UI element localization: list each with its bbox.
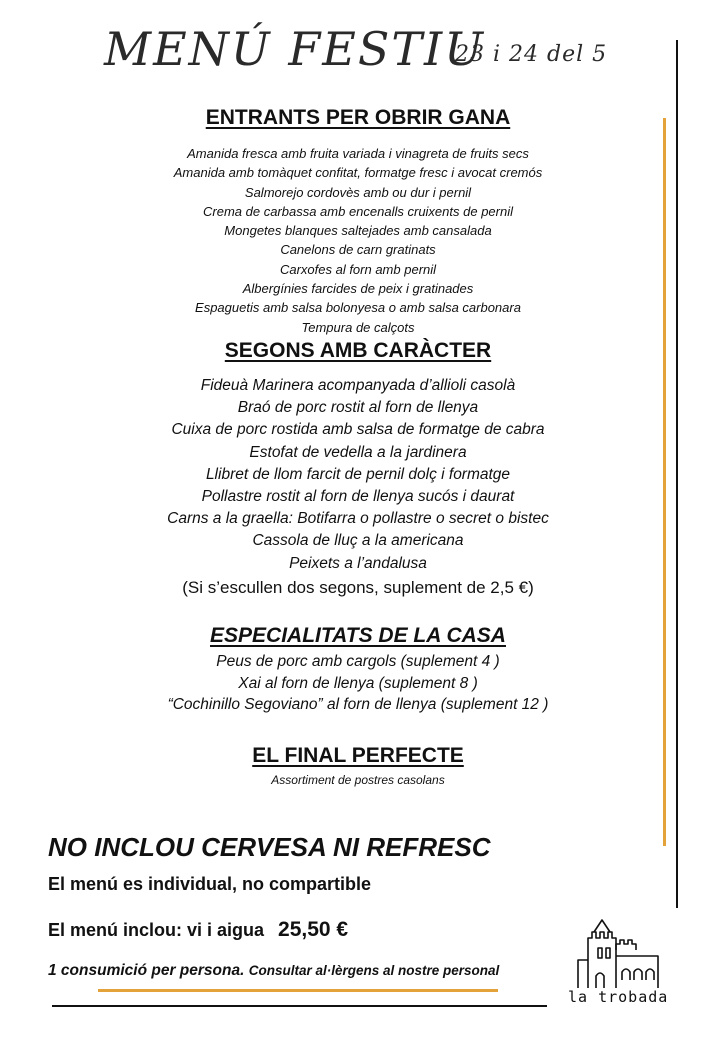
list-item: Fideuà Marinera acompanyada d’allioli casolà	[200, 377, 516, 394]
specials-title: ESPECIALITATS DE LA CASA	[210, 624, 506, 647]
mains-list	[0, 375, 716, 575]
desserts-title: EL FINAL PERFECTE	[252, 744, 464, 767]
includes-line	[48, 918, 348, 942]
horizontal-divider-orange	[98, 989, 498, 992]
horizontal-divider-black	[52, 1005, 547, 1007]
list-item: Xai al forn de llenya (suplement 8 )	[238, 674, 478, 692]
list-item: Tempura de calçots	[301, 319, 415, 335]
list-item: Crema de carbassa amb encenalls cruixents de pernil	[203, 203, 513, 219]
list-item: Estofat de vedella a la jardinera	[249, 443, 467, 461]
consumption-line	[48, 962, 499, 980]
includes-text: El menú inclou: vi i aigua	[48, 920, 265, 940]
list-item: Carns a la graella: Botifarra o pollastre o secret o bistec	[167, 510, 549, 528]
list-item: Cassola de lluç a la americana	[252, 532, 464, 550]
list-item: Peus de porc amb cargols (suplement 4 )	[216, 653, 500, 670]
list-item: Mongetes blanques saltejades amb cansalada	[224, 223, 492, 239]
individual-note: El menú es individual, no compartible	[48, 874, 372, 894]
list-item: Amanida amb tomàquet confitat, formatge fresc i avocat cremós	[173, 165, 543, 181]
list-item: Assortiment de postres casolans	[271, 773, 445, 787]
list-item: Braó de porc rostit al forn de llenya	[237, 399, 479, 417]
logo-text: la trobada	[568, 988, 669, 1006]
starters-list	[0, 144, 716, 337]
list-item: Espaguetis amb salsa bolonyesa o amb salsa carbonara	[195, 300, 521, 316]
list-item: Cuixa de porc rostida amb salsa de formatge de cabra	[171, 421, 545, 439]
starters-title: ENTRANTS PER OBRIR GANA	[205, 106, 511, 129]
allergens-text: Consultar al·lèrgens al nostre personal	[248, 963, 500, 978]
specials-list	[0, 651, 716, 716]
list-item: Pollastre rostit al forn de llenya sucós i daurat	[201, 488, 515, 506]
list-item: Albergínies farcides de peix i gratinades	[242, 281, 474, 297]
list-item: Amanida fresca amb fruita variada i vinagreta de fruits secs	[187, 146, 529, 161]
drinks-warning: NO INCLOU CERVESA NI REFRESC	[48, 832, 491, 862]
list-item: Salmorejo cordovès amb ou dur i pernil	[244, 184, 472, 200]
list-item: Carxofes al forn amb pernil	[279, 261, 437, 277]
menu-price: 25,50 €	[278, 918, 349, 941]
menu-title: MENÚ FESTIU	[104, 22, 485, 76]
list-item: Peixets a l’andalusa	[289, 554, 427, 572]
list-item: Llibret de llom farcit de pernil dolç i formatge	[205, 465, 511, 483]
list-item: “Cochinillo Segoviano” al forn de llenya (suplement 12 )	[167, 696, 549, 713]
mains-title: SEGONS AMB CARÀCTER	[224, 339, 492, 362]
menu-date: 23 i 24 del 5	[455, 42, 608, 67]
supplement-note: (Si s’escullen dos segons, suplement de 2,5 €)	[182, 578, 534, 597]
consumption-text: 1 consumició per persona.	[48, 962, 245, 979]
list-item: Canelons de carn gratinats	[280, 242, 436, 258]
desserts-list	[0, 773, 716, 787]
